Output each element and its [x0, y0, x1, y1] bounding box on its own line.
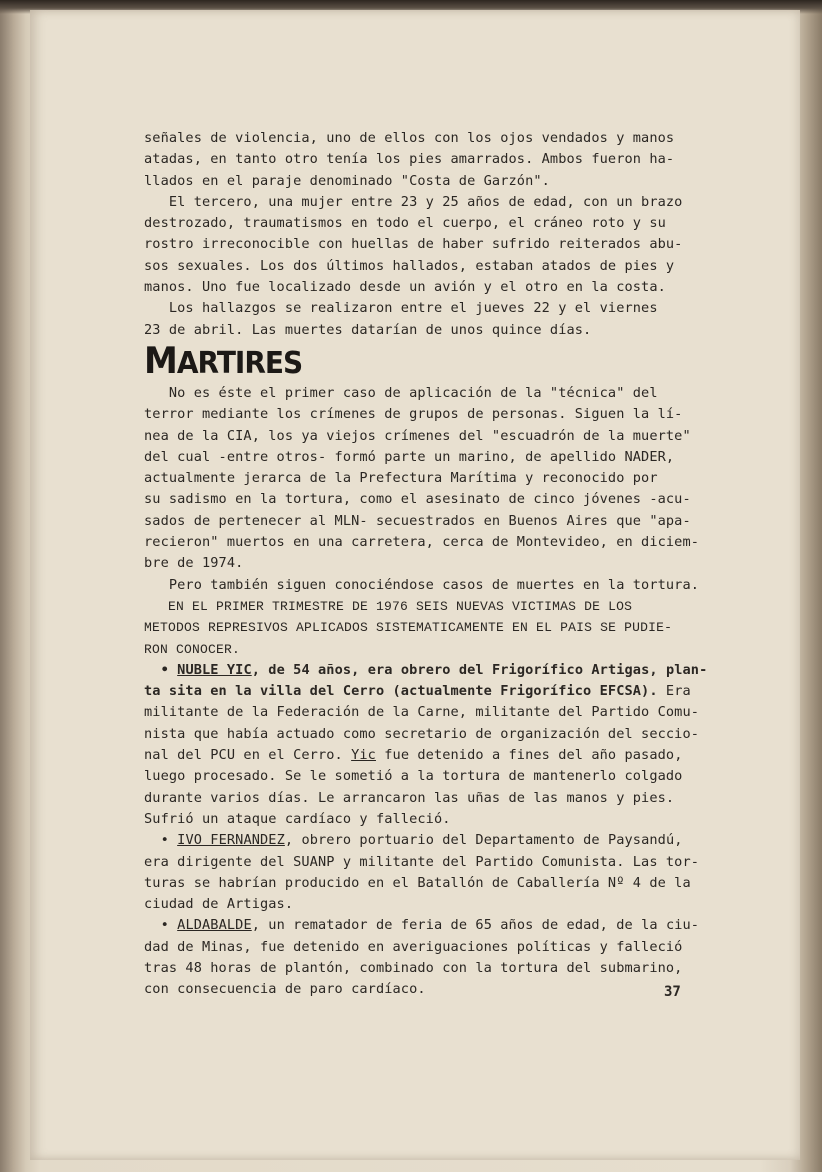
victim-name: ALDABALDE [177, 917, 252, 934]
text-line: Sufrió un ataque cardíaco y falleció. [144, 810, 451, 827]
text-line: bre de 1974. [144, 555, 244, 572]
text-line: nista que había actuado como secretario de organización del seccio- [144, 725, 700, 742]
bullet: • [160, 661, 169, 678]
section-heading [144, 337, 724, 385]
victim-entry-first-line [144, 830, 724, 851]
victim-text: nal del PCU en el Cerro. [144, 747, 352, 764]
text-line: sados de pertenecer al MLN- secuestrados en Buenos Aires que "apa- [144, 512, 691, 529]
text-line: manos. Uno fue localizado desde un avión y el otro en la costa. [144, 279, 666, 296]
victim-entry-first-line [144, 915, 724, 936]
victim-entry-first-line [144, 660, 724, 681]
text-line: llados en el paraje denominado "Costa de Garzón". [144, 172, 550, 189]
victim-text: , de 54 años, era obrero del Frigorífico Artigas, plan- [251, 661, 708, 678]
heading-initial: M [144, 339, 177, 383]
text-line: su sadismo en la tortura, como el asesinato de cinco jóvenes -acu- [144, 491, 691, 508]
text-line: nea de la CIA, los ya viejos crímenes del "escuadrón de la muerte" [144, 427, 691, 444]
caps-line: EN EL PRIMER TRIMESTRE DE 1976 SEIS NUEVAS VICTIMAS DE LOS [144, 598, 633, 614]
text-line: recieron" muertos en una carretera, cerca de Montevideo, en diciem- [144, 534, 700, 551]
victim-text: fue detenido a fines del año pasado, [375, 747, 683, 764]
text-line: atadas, en tanto otro tenía los pies amarrados. Ambos fueron ha- [144, 151, 675, 168]
text-line: era dirigente del SUANP y militante del Partido Comunista. Las tor- [144, 853, 700, 870]
text-line [144, 745, 724, 766]
text-line: ciudad de Artigas. [144, 896, 294, 913]
text-line: El tercero, una mujer entre 23 y 25 años de edad, con un brazo [144, 193, 683, 210]
victim-name: Yic [351, 747, 376, 764]
text-line: sos sexuales. Los dos últimos hallados, estaban atados de pies y [144, 257, 675, 274]
text-line: luego procesado. Se le sometió a la tortura de mantenerlo colgado [144, 768, 683, 785]
text-line: rostro irreconocible con huellas de haber sufrido reiterados abu- [144, 236, 683, 253]
victim-name: IVO FERNANDEZ [177, 832, 285, 849]
bullet: • [160, 832, 169, 849]
caps-line: RON CONOCER. [144, 641, 241, 657]
text-line: destrozado, traumatismos en todo el cuerpo, el cráneo roto y su [144, 215, 666, 232]
text-line: No es éste el primer caso de aplicación de la "técnica" del [144, 384, 658, 401]
text-line: dad de Minas, fue detenido en averiguaciones políticas y falleció [144, 938, 683, 955]
text-line: turas se habrían producido en el Batallón de Caballería Nº 4 de la [144, 874, 691, 891]
text-line [144, 681, 724, 702]
victim-text: Era [657, 683, 691, 700]
victim-text: , un rematador de feria de 65 años de edad, de la ciu- [251, 917, 700, 934]
text-line: militante de la Federación de la Carne, militante del Partido Comu- [144, 704, 700, 721]
text-line: Los hallazgos se realizaron entre el jueves 22 y el viernes [144, 300, 658, 317]
text-line: actualmente jerarca de la Prefectura Marítima y reconocido por [144, 470, 658, 487]
text-line: señales de violencia, uno de ellos con los ojos vendados y manos [144, 130, 675, 146]
text-line: terror mediante los crímenes de grupos de personas. Siguen la lí- [144, 406, 683, 423]
text-line: del cual -entre otros- formó parte un marino, de apellido NADER, [144, 448, 675, 465]
text-line: Pero también siguen conociéndose casos de muertes en la tortura. [144, 576, 700, 593]
body-text [144, 128, 724, 1001]
victim-text-bold: ta sita en la villa del Cerro (actualmente Frigorífico EFCSA). [144, 683, 658, 700]
caps-line: METODOS REPRESIVOS APLICADOS SISTEMATICAMENTE EN EL PAIS SE PUDIE- [144, 620, 673, 636]
text-line: con consecuencia de paro cardíaco. [144, 981, 426, 998]
bullet: • [160, 917, 169, 934]
text-line: 23 de abril. Las muertes datarían de unos quince días. [144, 321, 592, 338]
victim-text: , obrero portuario del Departamento de Paysandú, [284, 832, 683, 849]
text-line: tras 48 horas de plantón, combinado con la tortura del submarino, [144, 959, 683, 976]
victim-name: NUBLE YIC [177, 661, 252, 678]
heading-rest: ARTIRES [176, 344, 303, 381]
text-line: durante varios días. Le arrancaron las uñas de las manos y pies. [144, 789, 675, 806]
page-number: 37 [664, 984, 681, 1000]
